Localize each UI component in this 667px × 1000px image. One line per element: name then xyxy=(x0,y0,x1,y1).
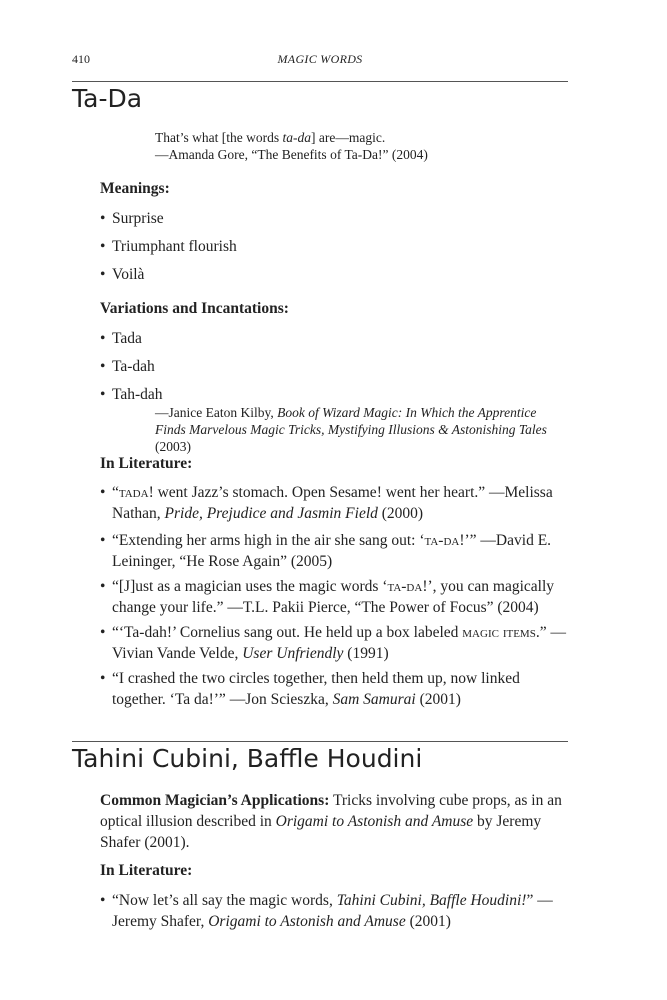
epigraph-quote: That’s what [the words ta-da] are—magic. xyxy=(155,130,386,145)
section-title-tahini-cubini: Tahini Cubini, Baffle Houdini xyxy=(72,744,423,773)
meanings-heading: Meanings: xyxy=(100,180,170,197)
literature-heading: In Literature: xyxy=(100,455,193,472)
epigraph-attribution: —Amanda Gore, “The Benefits of Ta-Da!” (2004) xyxy=(155,147,428,162)
applications-paragraph: Common Magician’s Applications: Tricks involving cube props, as in an optical illusion described in Origami to Astonish and Amuse by Jeremy Shafer (2001). xyxy=(100,792,562,851)
section-title-ta-da: Ta-Da xyxy=(72,84,143,113)
quote-item: • “I crashed the two circles together, then held them up, now linked together. ‘Ta da!’” —Jon Scieszka, Sam Samurai (2001) xyxy=(100,670,520,708)
list-item: • Surprise xyxy=(100,210,164,227)
list-item: • Ta-dah xyxy=(100,358,155,375)
list-item: • Tah-dah xyxy=(100,386,163,403)
variations-citation: —Janice Eaton Kilby, Book of Wizard Magic: In Which the Apprentice Finds Marvelous Magic Tricks, Mystifying Illusions & Astonishing Tales (2003) xyxy=(155,405,547,454)
list-item: • Triumphant flourish xyxy=(100,238,237,255)
running-title: MAGIC WORDS xyxy=(277,52,363,66)
section-rule xyxy=(72,741,568,742)
page-header xyxy=(72,52,568,68)
header-rule xyxy=(72,81,568,82)
quote-item: • “tada! went Jazz’s stomach. Open Sesame! went her heart.” —Melissa Nathan, Pride, Prejudice and Jasmin Field (2000) xyxy=(100,484,553,522)
quote-item: • “Now let’s all say the magic words, Tahini Cubini, Baffle Houdini!” —Jeremy Shafer, Origami to Astonish and Amuse (2001) xyxy=(100,892,553,930)
literature-heading: In Literature: xyxy=(100,862,193,879)
epigraph xyxy=(155,129,575,163)
quote-item: • “[J]ust as a magician uses the magic words ‘ta-da!’, you can magically change your life.” —T.L. Pakii Pierce, “The Power of Focus” (2004) xyxy=(100,578,555,616)
list-item: • Voilà xyxy=(100,266,145,283)
quote-item: • “‘Ta-dah!’ Cornelius sang out. He held up a box labeled magic items.” —Vivian Vande Velde, User Unfriendly (1991) xyxy=(100,624,566,662)
variations-heading: Variations and Incantations: xyxy=(100,300,289,317)
page-number: 410 xyxy=(72,52,90,66)
list-item: • Tada xyxy=(100,330,142,347)
quote-item: • “Extending her arms high in the air she sang out: ‘ta-da!’” —David E. Leininger, “He Rose Again” (2005) xyxy=(100,532,552,570)
